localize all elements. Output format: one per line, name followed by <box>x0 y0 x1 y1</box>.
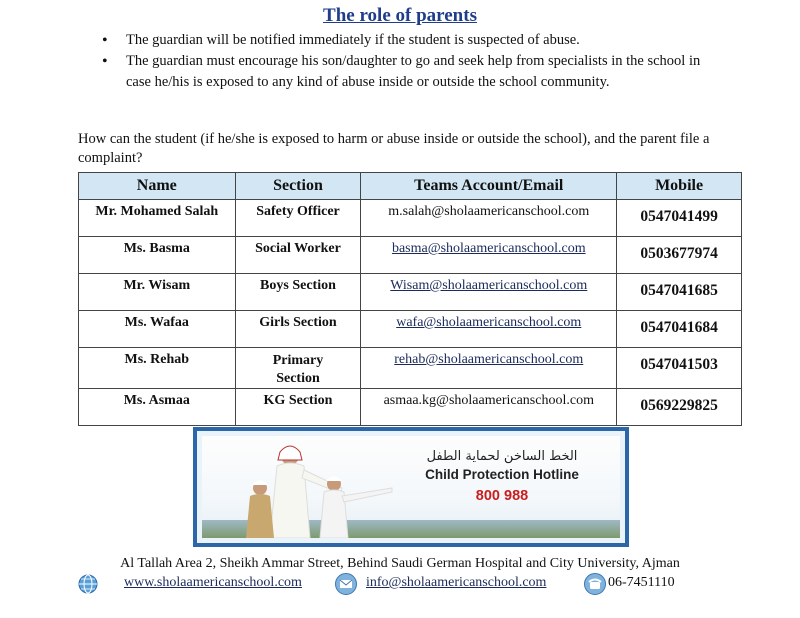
contact-section: Social Worker <box>235 237 361 274</box>
table-row <box>79 311 742 348</box>
father-children-illustration <box>222 438 412 538</box>
table-header-row <box>79 173 742 200</box>
phone-icon <box>584 573 606 595</box>
contact-section <box>235 348 361 389</box>
hotline-arabic: الخط الساخن لحماية الطفل <box>426 449 578 464</box>
email-link[interactable]: info@sholaamericanschool.com <box>366 575 547 590</box>
contact-email[interactable]: m.salah@sholaamericanschool.com <box>361 200 617 237</box>
header-mobile: Mobile <box>617 173 742 200</box>
contact-mobile: 0569229825 <box>617 389 742 426</box>
hotline-banner <box>193 427 629 547</box>
hotline-banner-inner <box>202 436 620 538</box>
website-link[interactable]: www.sholaamericanschool.com <box>124 575 302 590</box>
contact-mobile: 0547041499 <box>617 200 742 237</box>
mail-icon <box>335 573 357 595</box>
header-email: Teams Account/Email <box>361 173 617 200</box>
contact-email-link[interactable]: basma@sholaamericanschool.com <box>391 241 586 256</box>
contact-name: Ms. Wafaa <box>79 311 236 348</box>
bullet-item: • The guardian will be notified immediately if the student is suspected of abuse. <box>100 30 720 51</box>
contact-name: Ms. Rehab <box>79 348 236 389</box>
contact-email-link[interactable]: wafa@sholaamericanschool.com <box>396 315 582 330</box>
contact-name: Ms. Asmaa <box>79 389 236 426</box>
contacts-table <box>78 172 742 426</box>
contact-section: Boys Section <box>235 274 361 311</box>
header-name: Name <box>79 173 236 200</box>
contact-section: KG Section <box>235 389 361 426</box>
table-row <box>79 237 742 274</box>
complaint-question: How can the student (if he/she is exposed to harm or abuse inside or outside the school), and the parent file a complaint? <box>78 131 710 166</box>
table-row <box>79 389 742 426</box>
contact-mobile: 0547041684 <box>617 311 742 348</box>
school-address: Al Tallah Area 2, Sheikh Ammar Street, Behind Saudi German Hospital and City University, Ajman <box>120 556 680 571</box>
hotline-english: Child Protection Hotline <box>425 467 579 482</box>
contact-email-link[interactable]: rehab@sholaamericanschool.com <box>394 352 584 367</box>
contact-name: Mr. Wisam <box>79 274 236 311</box>
page-title: The role of parents <box>323 5 477 26</box>
contact-name: Ms. Basma <box>79 237 236 274</box>
bullet-list <box>100 30 720 93</box>
header-section: Section <box>235 173 361 200</box>
globe-icon <box>78 574 98 594</box>
contact-name: Mr. Mohamed Salah <box>79 200 236 237</box>
contact-mobile: 0547041503 <box>617 348 742 389</box>
contact-email-link[interactable]: Wisam@sholaamericanschool.com <box>390 278 588 293</box>
bullet-item: • The guardian must encourage his son/daughter to go and seek help from specialists in the school in case he/his is exposed to any kind of abuse inside or outside the school community. <box>100 51 720 93</box>
table-row <box>79 200 742 237</box>
contact-mobile: 0503677974 <box>617 237 742 274</box>
footer-contacts <box>0 571 800 599</box>
section-primary-text: Primary Section <box>272 353 324 386</box>
contact-mobile: 0547041685 <box>617 274 742 311</box>
table-row <box>79 274 742 311</box>
contact-section: Girls Section <box>235 311 361 348</box>
contact-email[interactable]: asmaa.kg@sholaamericanschool.com <box>361 389 617 426</box>
contact-section: Safety Officer <box>235 200 361 237</box>
hotline-number: 800 988 <box>475 488 529 504</box>
phone-number: 06-7451110 <box>608 575 675 590</box>
table-row <box>79 348 742 389</box>
